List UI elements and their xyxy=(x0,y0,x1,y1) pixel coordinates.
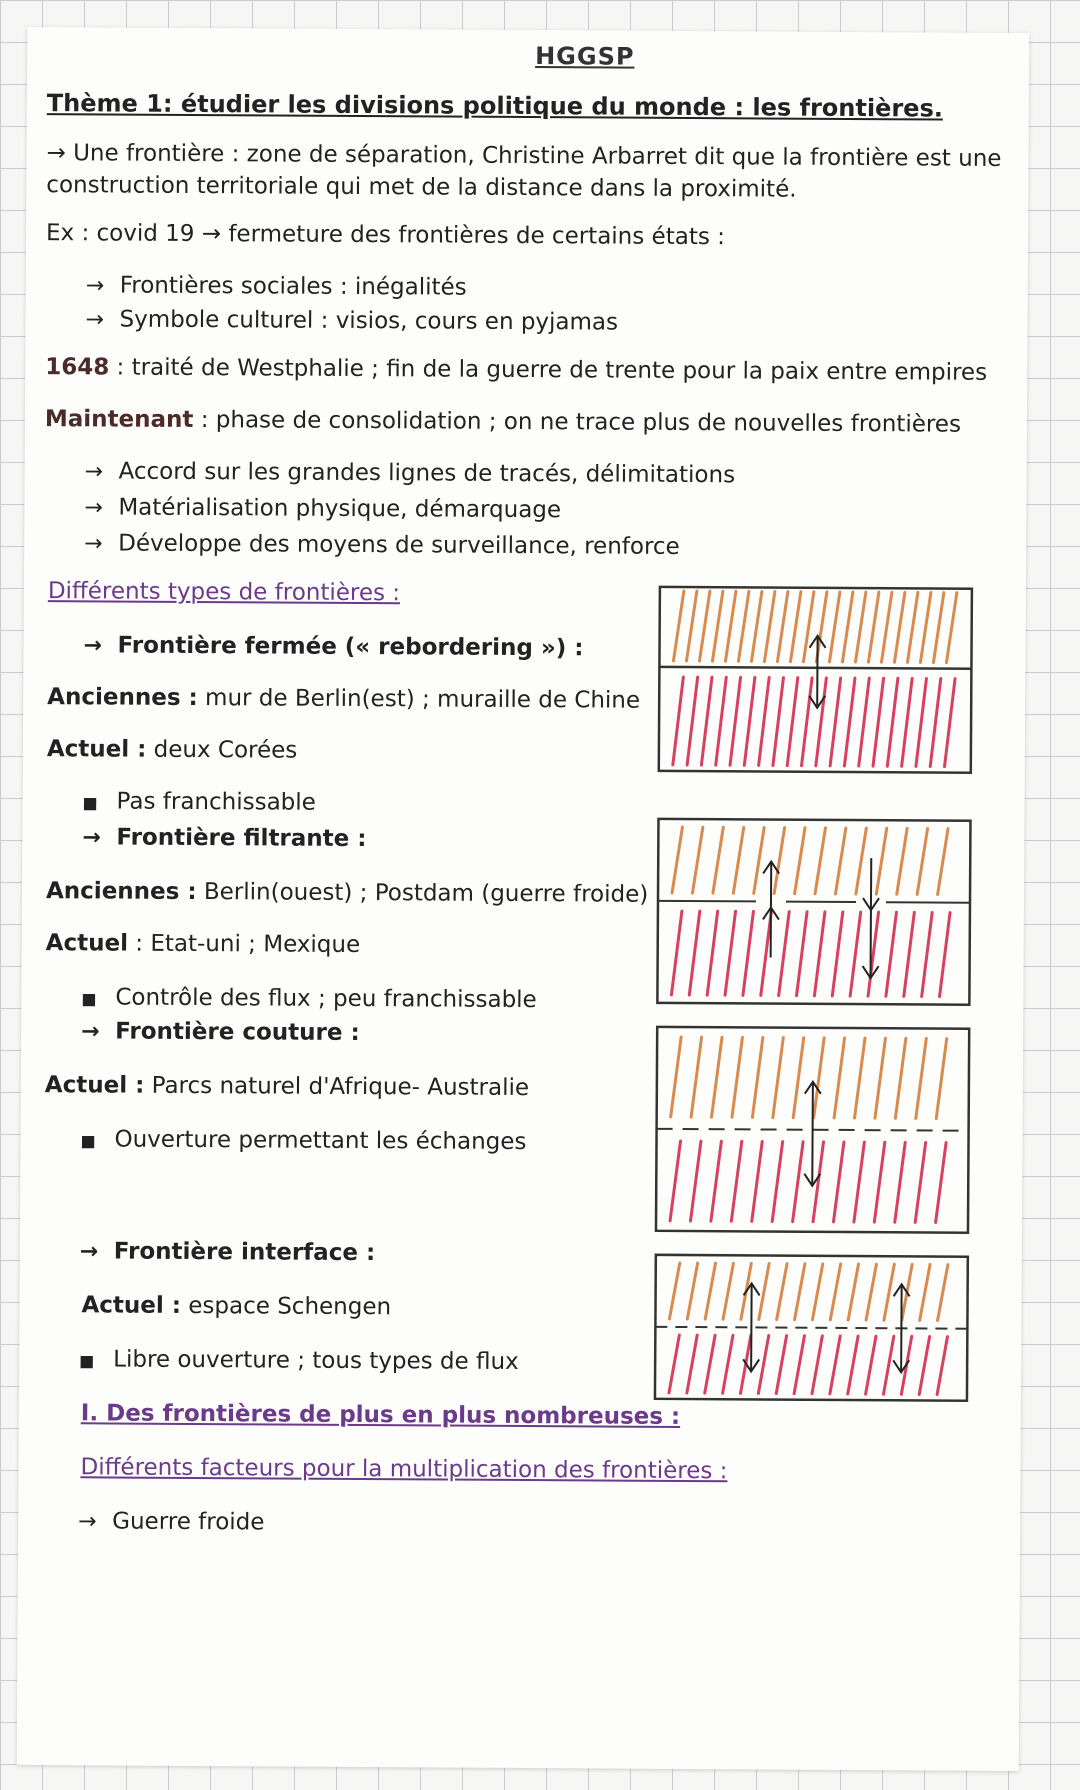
closed-border-diagram xyxy=(657,585,974,775)
hatch-stroke xyxy=(920,592,930,662)
hatch-stroke xyxy=(743,911,754,995)
filter-old: Anciennes : Berlin(ouest) ; Postdam (guerre froide) xyxy=(45,878,649,908)
hatch-stroke xyxy=(866,1264,876,1320)
arrow-icon: → xyxy=(79,1239,99,1265)
hatch-stroke xyxy=(707,911,718,995)
date-year: 1648 xyxy=(45,354,110,381)
hatch-stroke xyxy=(713,827,723,893)
hatch-stroke xyxy=(881,592,891,662)
hatch-stroke xyxy=(842,592,852,662)
hatch-stroke xyxy=(673,677,684,765)
hatch-stroke xyxy=(887,678,898,766)
arrow-icon: → xyxy=(81,1019,100,1045)
intro-line-2: construction territoriale qui met de la distance dans la proximité. xyxy=(46,172,797,203)
hatch-stroke xyxy=(916,1038,926,1118)
hatch-stroke xyxy=(752,1037,762,1117)
filter-current: Actuel : Etat-uni ; Mexique xyxy=(45,930,361,959)
now-label: Maintenant xyxy=(44,406,194,433)
hatch-stroke xyxy=(752,1141,762,1221)
hatch-stroke xyxy=(832,912,843,996)
hatch-stroke xyxy=(933,593,943,663)
hatch-stroke xyxy=(859,678,870,766)
notebook-page xyxy=(17,27,1030,1771)
hatch-stroke xyxy=(883,1336,893,1394)
hatch-stroke xyxy=(669,1335,679,1393)
hatch-stroke xyxy=(733,827,743,893)
hatch-stroke xyxy=(795,828,805,894)
interface-current: Actuel : espace Schengen xyxy=(81,1292,392,1321)
hatch-stroke xyxy=(937,1337,947,1395)
arrow-icon: → xyxy=(85,273,105,299)
hatch-stroke xyxy=(744,677,755,765)
arrow-icon: → xyxy=(82,825,101,851)
hatch-stroke xyxy=(777,1264,787,1320)
interface-title: → Frontière interface : xyxy=(79,1238,376,1267)
hatch-stroke xyxy=(945,679,956,767)
hatch-stroke xyxy=(868,912,879,996)
hatch-stroke xyxy=(764,591,774,661)
bullet-icon: ■ xyxy=(82,793,98,813)
hatch-stroke xyxy=(930,678,941,766)
hatch-stroke xyxy=(897,828,907,894)
closed-current: Actuel : deux Corées xyxy=(46,736,298,764)
hatch-stroke xyxy=(669,1263,679,1319)
hatch-stroke xyxy=(884,1264,894,1320)
hatch-stroke xyxy=(844,678,855,766)
arrow-icon: → xyxy=(84,531,103,557)
hatch-stroke xyxy=(705,1335,715,1393)
arrow-icon: → xyxy=(83,633,103,659)
hatch-stroke xyxy=(917,828,927,894)
section-heading: I. Des frontières de plus en plus nombreuses : xyxy=(80,1400,681,1430)
now-item: → Développe des moyens de surveillance, renforce xyxy=(84,530,680,560)
hatch-stroke xyxy=(725,911,736,995)
hatch-stroke xyxy=(814,912,825,996)
hatch-stroke xyxy=(774,828,784,894)
hatch-stroke xyxy=(687,677,698,765)
types-heading: Différents types de frontières : xyxy=(47,578,401,607)
hatch-stroke xyxy=(671,1037,681,1117)
hatch-stroke xyxy=(732,1037,742,1117)
hatch-stroke xyxy=(797,912,808,996)
hatch-stroke xyxy=(690,1141,700,1221)
hatch-stroke xyxy=(759,677,770,765)
hatch-stroke xyxy=(777,592,787,662)
hatch-stroke xyxy=(904,912,915,996)
seam-title: → Frontière couture : xyxy=(81,1018,360,1047)
hatch-stroke xyxy=(731,1141,741,1221)
bullet-icon: ■ xyxy=(79,1351,95,1371)
hatch-stroke xyxy=(795,1264,805,1320)
hatch-stroke xyxy=(691,1037,701,1117)
hatch-stroke xyxy=(907,592,917,662)
factors-heading: Différents facteurs pour la multiplication des frontières : xyxy=(80,1454,728,1485)
hatch-stroke xyxy=(856,828,866,894)
arrow-icon: → xyxy=(85,307,105,333)
seam-border-diagram xyxy=(654,1025,971,1235)
hatch-stroke xyxy=(723,1335,733,1393)
hatch-stroke xyxy=(895,1142,905,1222)
hatch-stroke xyxy=(812,1264,822,1320)
filter-border-diagram xyxy=(655,817,972,1007)
bullet-icon: ■ xyxy=(81,989,97,1009)
example-item: → Symbole culturel : visios, cours en pyjamas xyxy=(85,306,619,336)
page-title: Thème 1: étudier les divisions politique du monde : les frontières. xyxy=(46,89,943,123)
closed-title: → Frontière fermée (« rebordering ») : xyxy=(83,632,584,662)
now-item: → Accord sur les grandes lignes de tracés, délimitations xyxy=(84,458,736,489)
hatch-stroke xyxy=(687,1263,697,1319)
hatch-stroke xyxy=(751,591,761,661)
hatch-stroke xyxy=(886,912,897,996)
hatch-stroke xyxy=(759,1263,769,1319)
hatch-stroke xyxy=(894,592,904,662)
hatch-stroke xyxy=(855,592,865,662)
hatch-stroke xyxy=(754,827,764,893)
hatch-stroke xyxy=(689,911,700,995)
hatch-stroke xyxy=(711,1141,721,1221)
arrow-icon: → xyxy=(84,459,104,485)
hatch-stroke xyxy=(687,1335,697,1393)
hatch-stroke xyxy=(830,678,841,766)
hatch-stroke xyxy=(848,1264,858,1320)
hatch-stroke xyxy=(920,1264,930,1320)
hatch-stroke xyxy=(936,1039,946,1119)
hatch-stroke xyxy=(723,1263,733,1319)
filter-title: → Frontière filtrante : xyxy=(82,824,367,853)
hatch-stroke xyxy=(793,1142,803,1222)
hatch-stroke xyxy=(902,678,913,766)
hatch-stroke xyxy=(835,828,845,894)
hatch-stroke xyxy=(936,1143,946,1223)
hatch-stroke xyxy=(738,591,748,661)
hatch-stroke xyxy=(787,678,798,766)
hatch-stroke xyxy=(712,1037,722,1117)
hatch-stroke xyxy=(833,1142,843,1222)
hatch-stroke xyxy=(699,591,709,661)
hatch-stroke xyxy=(815,828,825,894)
example-text: Ex : covid 19 → fermeture des frontières de certains états : xyxy=(45,220,726,251)
interface-bullet: ■ Libre ouverture ; tous types de flux xyxy=(79,1346,519,1375)
hatch-stroke xyxy=(670,1141,680,1221)
hatch-stroke xyxy=(919,1336,929,1394)
hatch-stroke xyxy=(850,912,861,996)
hatch-stroke xyxy=(946,593,956,663)
hatch-stroke xyxy=(834,1038,844,1118)
hatch-stroke xyxy=(830,1264,840,1320)
closed-old: Anciennes : mur de Berlin(est) ; muraille de Chine xyxy=(47,684,641,714)
intro-line-1: → Une frontière : zone de séparation, Christine Arbarret dit que la frontière est une xyxy=(46,140,1002,172)
hatch-stroke xyxy=(895,1038,905,1118)
hatch-stroke xyxy=(673,591,683,661)
hatch-stroke xyxy=(855,1038,865,1118)
filter-bullet: ■ Contrôle des flux ; peu franchissable xyxy=(81,984,537,1014)
bullet-icon: ■ xyxy=(80,1131,96,1151)
hatch-stroke xyxy=(803,592,813,662)
arrow-icon: → xyxy=(84,495,103,521)
seam-current: Actuel : Parcs naturel d'Afrique- Australie xyxy=(44,1072,530,1102)
page-header: HGGSP xyxy=(535,42,635,71)
hatch-stroke xyxy=(915,1142,925,1222)
factor-item: → Guerre froide xyxy=(78,1508,265,1536)
hatch-stroke xyxy=(868,592,878,662)
hatch-stroke xyxy=(829,592,839,662)
hatch-stroke xyxy=(830,1336,840,1394)
hatch-stroke xyxy=(686,591,696,661)
hatch-stroke xyxy=(772,1142,782,1222)
hatch-stroke xyxy=(793,1038,803,1118)
hatch-stroke xyxy=(916,678,927,766)
hatch-stroke xyxy=(814,1038,824,1118)
hatch-stroke xyxy=(802,678,813,766)
closed-bullet: ■ Pas franchissable xyxy=(82,788,316,816)
hatch-stroke xyxy=(776,1336,786,1394)
interface-border-diagram xyxy=(653,1253,970,1403)
hatch-stroke xyxy=(874,1142,884,1222)
hatch-stroke xyxy=(812,1336,822,1394)
hatch-stroke xyxy=(866,1336,876,1394)
hatch-stroke xyxy=(692,827,702,893)
hatch-stroke xyxy=(758,1335,768,1393)
hatch-stroke xyxy=(672,827,682,893)
now-item: → Matérialisation physique, démarquage xyxy=(84,494,562,524)
hatch-stroke xyxy=(705,1263,715,1319)
hatch-stroke xyxy=(940,913,951,997)
hatch-stroke xyxy=(938,1265,948,1321)
example-item: → Frontières sociales : inégalités xyxy=(85,272,467,301)
date-line: 1648 : traité de Westphalie ; fin de la guerre de trente pour la paix entre empires xyxy=(45,354,988,386)
hatch-stroke xyxy=(854,1142,864,1222)
hatch-stroke xyxy=(922,912,933,996)
arrow-icon: → xyxy=(78,1509,97,1535)
hatch-stroke xyxy=(716,677,727,765)
hatch-stroke xyxy=(712,591,722,661)
hatch-stroke xyxy=(671,911,682,995)
hatch-stroke xyxy=(779,912,790,996)
now-line: Maintenant : phase de consolidation ; on ne trace plus de nouvelles frontières xyxy=(44,406,962,438)
hatch-stroke xyxy=(938,829,948,895)
hatch-stroke xyxy=(848,1336,858,1394)
hatch-stroke xyxy=(773,678,784,766)
hatch-stroke xyxy=(876,828,886,894)
hatch-stroke xyxy=(875,1038,885,1118)
hatch-stroke xyxy=(794,1336,804,1394)
hatch-stroke xyxy=(873,678,884,766)
hatch-stroke xyxy=(725,591,735,661)
hatch-stroke xyxy=(773,1038,783,1118)
seam-bullet: ■ Ouverture permettant les échanges xyxy=(80,1126,527,1156)
hatch-stroke xyxy=(730,677,741,765)
hatch-stroke xyxy=(701,677,712,765)
hatch-stroke xyxy=(790,592,800,662)
